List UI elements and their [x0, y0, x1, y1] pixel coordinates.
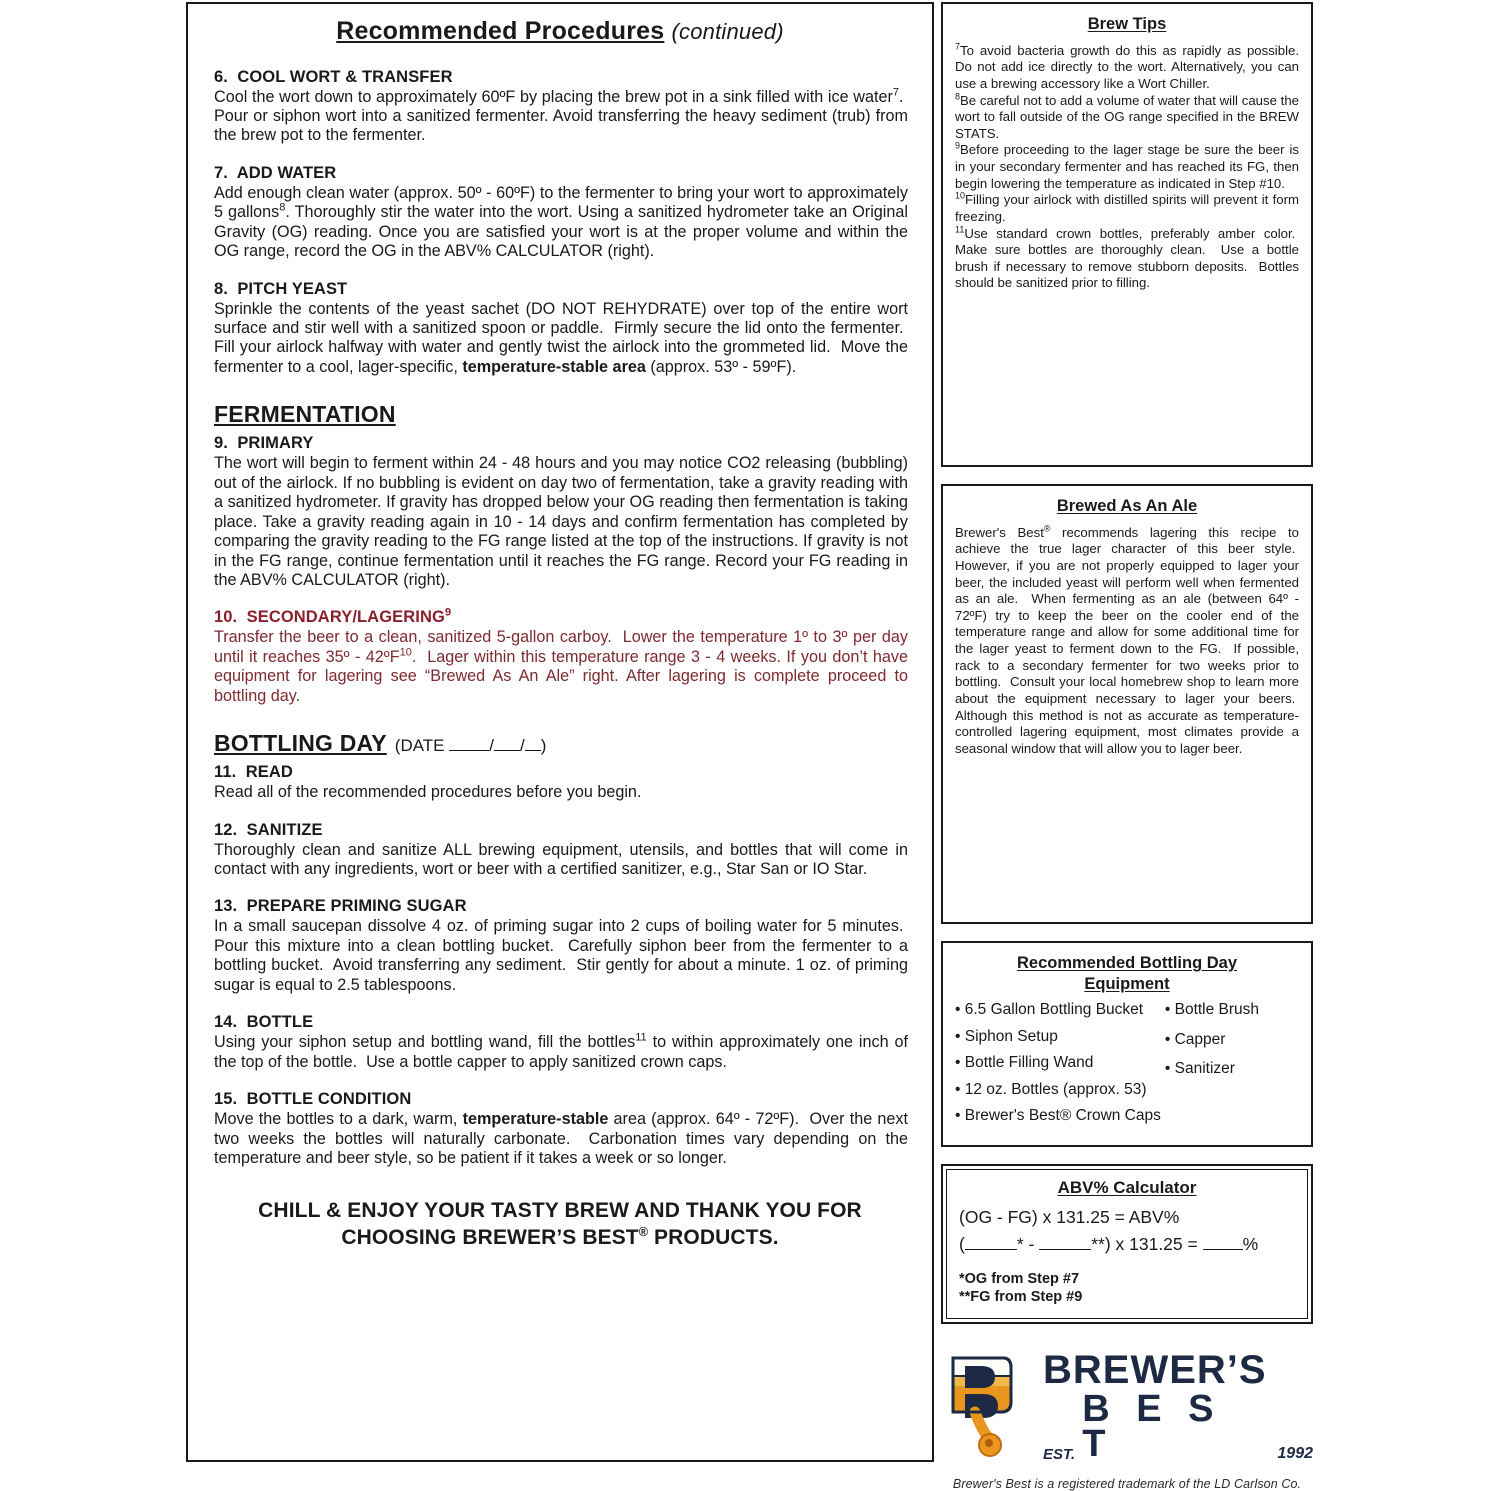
date-label: (DATE — [394, 736, 445, 756]
trademark-notice: Brewer's Best is a registered trademark of the LD Carlson Co. — [952, 1477, 1302, 1491]
procedure-step-11 — [202, 763, 918, 802]
logo-brewers-text: BREWER’S — [1043, 1347, 1267, 1392]
abv-calculator-box — [941, 1164, 1313, 1325]
logo-best-row — [1043, 1387, 1313, 1465]
step-15-body: Move the bottles to a dark, warm, temperature-stable area (approx. 64º - 72ºF). Over the next two weeks the bottles will naturally carbonate. Carbonation times vary depending on the temperature and beer style, so be patient if it takes a week or so longer. — [214, 1110, 908, 1167]
procedure-step-6 — [202, 68, 918, 146]
brew-tips-box — [941, 2, 1313, 467]
step-9-body: The wort will begin to ferment within 24 - 48 hours and you may notice CO2 releasing (bubbling) out of the airlock. If no bubbling is evident on day two of fermentation, take a gravity reading with a sanitized hydrometer. If gravity has dropped below your OG reading then fermentation is taking place. Take a gravity reading again in 10 - 14 days and confirm fermentation has completed by comparing the gravity reading to the FG range listed at the top of the instructions. If gravity is not in the FG range, continue fermentation until it reaches the FG range. Record your FG reading in the ABV% CALCULATOR (right). — [214, 454, 908, 589]
equipment-title-line1: Recommended Bottling Day — [1016, 954, 1238, 972]
logo-est-text: EST. — [1043, 1445, 1076, 1463]
brew-tips-title: Brew Tips — [1087, 15, 1167, 33]
step-11-heading: 11. READ — [214, 763, 293, 782]
procedures-panel — [186, 2, 934, 1462]
bottling-day-date-field[interactable]: (DATE / / ) — [394, 736, 547, 756]
step-14-body: Using your siphon setup and bottling wand, fill the bottles$^{11}$ to within approximately one inch of the top of the bottle. Use a bottle capper to apply sanitized crown caps. — [214, 1031, 908, 1071]
equipment-list-right — [1165, 1002, 1259, 1135]
page-title-suffix: (continued) — [671, 19, 784, 44]
brewed-as-an-ale-body: Brewer's Best® recommends lagering this recipe to achieve the true lager character of this beer style. However, if you are not properly equipped to lager your beer, the included yeast will perform well when fermented as an ale. When fermenting as an ale (between 64º - 72ºF) try to keep the beer on the cooler end of the temperature range and allow for some additional time for the lager yeast to ferment down to the FG. If possible, rack to a secondary fermenter for two weeks prior to bottling. Consult your local homebrew shop to learn more about the equipment necessary to lager your beers. Although this method is not as accurate as temperature-controlled lagering equipment, most climates provide a seasonal window that will allow you to lager beer. — [955, 523, 1299, 756]
list-item: • Siphon Setup — [955, 1029, 1161, 1045]
list-item: • Bottle Brush — [1165, 1002, 1259, 1018]
page-title — [202, 18, 918, 46]
fermentation-heading: FERMENTATION — [214, 401, 396, 428]
equipment-title — [955, 953, 1299, 994]
procedure-step-14 — [202, 1013, 918, 1072]
abv-calculator-title: ABV% Calculator — [1057, 1177, 1197, 1197]
bottling-day-label: BOTTLING DAY — [214, 730, 387, 757]
equipment-list-left — [955, 1002, 1161, 1135]
step-7-body: Add enough clean water (approx. 50º - 60ºF) to the fermenter to bring your wort to approximately 5 gallons$^8$. Thoroughly stir the water into the wort. Using a sanitized hydrometer take an Original Gravity (OG) reading. Once you are satisfied your wort is at the proper volume and within the OG range, record the OG in the ABV% CALCULATOR (right). — [214, 183, 908, 261]
procedure-step-15 — [202, 1090, 918, 1168]
step-13-heading: 13. PREPARE PRIMING SUGAR — [214, 897, 467, 916]
list-item: • 12 oz. Bottles (approx. 53) — [955, 1082, 1161, 1098]
step-9-heading: 9. PRIMARY — [214, 434, 314, 453]
closing-line-1: CHILL & ENJOY YOUR TASTY BREW AND THANK YOU FOR — [258, 1199, 862, 1223]
abv-result-blank[interactable] — [1203, 1249, 1243, 1250]
og-input-blank[interactable] — [965, 1249, 1017, 1250]
procedure-step-10 — [202, 608, 918, 706]
brew-tip-10: $^{10}$Filling your airlock with distilled spirits will prevent it form freezing. — [955, 190, 1299, 224]
bottling-day-heading — [202, 730, 918, 757]
step-8-heading: 8. PITCH YEAST — [214, 279, 348, 298]
logo-row — [941, 1347, 1313, 1465]
procedure-step-13 — [202, 897, 918, 995]
step-8-body: Sprinkle the contents of the yeast sachet (DO NOT REHYDRATE) over top of the entire wort surface and stir well with a sanitized spoon or paddle. Firmly secure the lid onto the fermenter. Fill your airlock halfway with water and gently twist the airlock into the grommeted lid. Move the fermenter to a cool, lager-specific, temperature-stable area (approx. 53º - 59ºF). — [214, 299, 908, 376]
fg-input-blank[interactable] — [1039, 1249, 1091, 1250]
procedure-step-9 — [202, 434, 918, 590]
date-day-blank[interactable] — [494, 750, 520, 751]
step-10-body: Transfer the beer to a clean, sanitized 5-gallon carboy. Lower the temperature 1º to 3º per day until it reaches 35º - 42ºF$^{10}$. Lager within this temperature range 3 - 4 weeks. If you don’t have equipment for lagering see “Brewed As An Ale” right. After lagering is complete proceed to bottling day. — [214, 628, 908, 705]
brew-tip-7: $^7$To avoid bacteria growth do this as rapidly as possible. Do not add ice directly to the wort. Alternatively, you can use a brewing accessory like a Wort Chiller. — [955, 41, 1299, 91]
abv-note-og: *OG from Step #7 — [959, 1271, 1080, 1287]
beer-glass-b-icon — [941, 1350, 1033, 1463]
closing-line-2: CHOOSING BREWER’S BEST® PRODUCTS. — [341, 1225, 779, 1250]
date-month-blank[interactable] — [449, 750, 489, 751]
brew-tip-8: $^8$Be careful not to add a volume of water that will cause the wort to fall outside of the OG range specified in the BREW STATS. — [955, 91, 1299, 141]
procedure-step-7 — [202, 164, 918, 262]
abv-calculator-inner — [946, 1169, 1308, 1320]
closing-message — [224, 1198, 896, 1252]
equipment-columns — [955, 1002, 1299, 1135]
abv-fill-in-line[interactable]: ( * - **) x 131.25 = % — [959, 1233, 1259, 1254]
brewed-as-an-ale-box — [941, 484, 1313, 924]
step-13-body: In a small saucepan dissolve 4 oz. of priming sugar into 2 cups of boiling water for 5 minutes. Pour this mixture into a clean bottling bucket. Carefully siphon beer from the fermenter to a bottling bucket. Avoid transferring any sediment. Stir gently for about a minute. 1 oz. of priming sugar is equal to 2.5 tablespoons. — [214, 917, 908, 994]
brand-logo-area — [941, 1347, 1313, 1491]
date-close-paren: ) — [540, 736, 547, 756]
list-item: • Capper — [1165, 1032, 1259, 1048]
date-year-blank[interactable] — [525, 750, 541, 751]
abv-formula: (OG - FG) x 131.25 = ABV% — [959, 1206, 1180, 1227]
step-7-heading: 7. ADD WATER — [214, 163, 337, 182]
step-14-heading: 14. BOTTLE — [214, 1013, 314, 1032]
step-6-heading: 6. COOL WORT & TRANSFER — [214, 67, 453, 86]
step-11-body: Read all of the recommended procedures before you begin. — [214, 783, 642, 802]
step-12-heading: 12. SANITIZE — [214, 820, 323, 839]
step-6-body: Cool the wort down to approximately 60ºF by placing the brew pot in a sink filled with ice water$^7$. Pour or siphon wort into a sanitized fermenter. Avoid transferring the heavy sediment (trub) from the brew pot to the fermenter. — [214, 86, 908, 145]
brew-tip-9: $^9$Before proceeding to the lager stage be sure the beer is in your secondary fermenter and has reached its FG, then begin lowering the temperature as indicated in Step #10. — [955, 140, 1299, 191]
list-item: • 6.5 Gallon Bottling Bucket — [955, 1002, 1161, 1018]
list-item: • Bottle Filling Wand — [955, 1055, 1161, 1071]
sidebar-panel — [941, 2, 1313, 1491]
abv-note-fg: **FG from Step #9 — [959, 1289, 1083, 1306]
abv-notes — [959, 1270, 1295, 1306]
procedure-step-12 — [202, 821, 918, 880]
list-item: • Sanitizer — [1165, 1061, 1259, 1077]
step-15-heading: 15. BOTTLE CONDITION — [214, 1090, 412, 1109]
logo-wordmark — [1043, 1347, 1313, 1465]
procedure-step-8 — [202, 280, 918, 378]
logo-best-text: B E S T — [1082, 1387, 1222, 1465]
brew-tip-11: $^{11}$Use standard crown bottles, preferably amber color. Make sure bottles are thoroughly clean. Use a bottle brush if necessary to remove stubborn deposits. Bottles should be sanitized prior to filling. — [955, 224, 1299, 291]
logo-year-text: 1992 — [1277, 1444, 1313, 1462]
list-item: • Brewer's Best® Crown Caps — [955, 1108, 1161, 1124]
bottling-day-equipment-box — [941, 941, 1313, 1147]
brewed-as-an-ale-title: Brewed As An Ale — [1056, 497, 1198, 515]
step-12-body: Thoroughly clean and sanitize ALL brewing equipment, utensils, and bottles that will come in contact with any ingredients, wort or beer with a certified sanitizer, e.g., Star San or IO Star. — [214, 840, 908, 878]
equipment-title-line2: Equipment — [1084, 974, 1170, 993]
page-title-main: Recommended Procedures — [336, 17, 665, 45]
step-10-heading: 10. SECONDARY/LAGERING$^9$ — [214, 606, 452, 627]
